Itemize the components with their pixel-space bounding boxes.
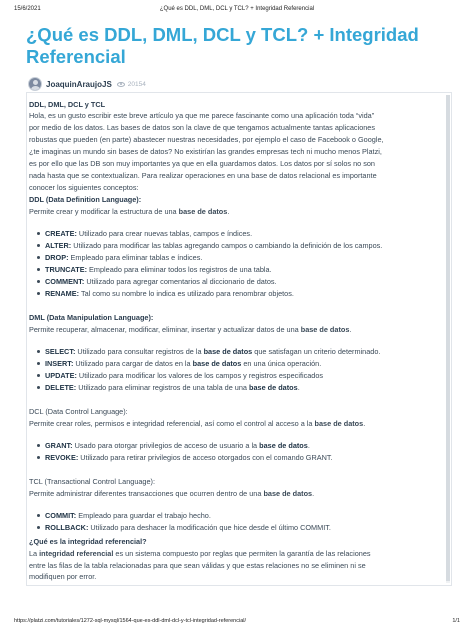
intro-line: robustas que pueden (en parte) abastecer nuestras necesidades, por ejemplo el caso de Facebook o Google, xyxy=(29,135,384,144)
list-item: CREATE: Utilizado para crear nuevas tablas, campos e índices. xyxy=(37,228,252,239)
print-title: ¿Qué es DDL, DML, DCL y TCL? + Integridad Referencial xyxy=(159,6,315,12)
section-heading: DDL, DML, DCL y TCL xyxy=(29,100,106,109)
bullet xyxy=(37,268,40,271)
bullet xyxy=(37,350,40,353)
page-title: ¿Qué es DDL, DML, DCL y TCL? + Integridad Referencial xyxy=(26,24,419,67)
author-name[interactable]: JoaquinAraujoJS xyxy=(46,79,112,89)
bullet xyxy=(37,386,40,389)
dcl-heading: DCL (Data Control Language): xyxy=(29,407,128,416)
intro-line: Hola, es un gusto escribir este breve artículo ya que me parece fascinante como una aplicación toda “vida” xyxy=(29,111,375,120)
list-item: COMMENT: Utilizado para agregar comentarios al diccionario de datos. xyxy=(37,276,277,287)
intro-line: es por ello que las DB son muy importantes ya que en ella guardamos datos. Los datos por sí solos no son xyxy=(29,159,375,168)
scrollbar[interactable] xyxy=(446,95,450,583)
scrollbar-thumb[interactable] xyxy=(446,95,450,581)
list-item: ROLLBACK: Utilizado para deshacer la modificación que hice desde el último COMMIT. xyxy=(37,522,331,533)
bullet xyxy=(37,232,40,235)
list-item: ALTER: Utilizado para modificar las tablas agregando campos o cambiando la definición de los campos. xyxy=(37,240,382,251)
intro-line: nada hasta que se contextualizan. Para realizar operaciones en una base de datos relacional es importante xyxy=(29,171,377,180)
list-item: INSERT: Utilizado para cargar de datos en la base de datos en una única operación. xyxy=(37,358,321,369)
print-url: https://platzi.com/tutoriales/1272-sql-mysql/1564-que-es-ddl-dml-dcl-y-tcl-integridad-referencial/ xyxy=(14,618,247,624)
list-item: TRUNCATE: Empleado para eliminar todos los registros de una tabla. xyxy=(37,264,272,275)
ddl-heading: DDL (Data Definition Language): xyxy=(29,195,142,204)
bullet xyxy=(37,256,40,259)
print-header xyxy=(0,6,474,18)
bullet xyxy=(37,362,40,365)
intro-line: ¿te imaginas un mundo sin bases de datos? No existirían las grandes empresas tech ni mucho menos Platzi, xyxy=(29,147,382,156)
list-item: REVOKE: Utilizado para retirar privilegios de acceso otorgados con el comando GRANT. xyxy=(37,452,333,463)
ri-heading: ¿Qué es la integridad referencial? xyxy=(29,537,147,546)
list-item: COMMIT: Empleado para guardar el trabajo hecho. xyxy=(37,510,211,521)
print-date: 15/6/2021 xyxy=(14,6,41,12)
avatar[interactable] xyxy=(28,77,42,91)
intro-line: por medio de los datos. Las bases de datos son la clave de que tengamos actualmente tantas aplicaciones xyxy=(29,123,376,132)
eye-icon xyxy=(117,82,125,87)
bullet xyxy=(37,280,40,283)
bullet xyxy=(37,244,40,247)
dml-description: Permite recuperar, almacenar, modificar, eliminar, insertar y actualizar datos de una base de datos. xyxy=(29,325,352,334)
bullet xyxy=(37,456,40,459)
author-row xyxy=(28,76,146,92)
tcl-description: Permite administrar diferentes transacciones que ocurren dentro de una base de datos. xyxy=(29,489,315,498)
list-item: GRANT: Usado para otorgar privilegios de acceso de usuario a la base de datos. xyxy=(37,440,310,451)
list-item: RENAME: Tal como su nombre lo indica es utilizado para renombrar objetos. xyxy=(37,288,294,299)
list-item: DROP: Empleado para eliminar tablas e índices. xyxy=(37,252,202,263)
list-item: SELECT: Utilizado para consultar registros de la base de datos que satisfagan un criterio determinado. xyxy=(37,346,380,357)
list-item: UPDATE: Utilizado para modificar los valores de los campos y registros especificados xyxy=(37,370,323,381)
bullet xyxy=(37,526,40,529)
view-count: 20154 xyxy=(127,80,146,88)
bullet xyxy=(37,444,40,447)
ri-line: La integridad referencial es un sistema compuesto por reglas que permiten la garantía de las relaciones xyxy=(29,549,371,558)
page-number: 1/1 xyxy=(452,618,460,624)
dcl-description: Permite crear roles, permisos e integridad referencial, así como el control al acceso a la base de datos. xyxy=(29,419,366,428)
list-item: DELETE: Utilizado para eliminar registros de una tabla de una base de datos. xyxy=(37,382,300,393)
ri-line: modifiquen por error. xyxy=(29,572,97,581)
bullet xyxy=(37,292,40,295)
bullet xyxy=(37,374,40,377)
ddl-description: Permite crear y modificar la estructura de una base de datos. xyxy=(29,207,230,216)
bullet xyxy=(37,514,40,517)
ri-line: entre las filas de la tabla relacionadas para que sean válidas y que estas relaciones no se eliminen ni se xyxy=(29,561,366,570)
tcl-heading: TCL (Transactional Control Language): xyxy=(29,477,156,486)
dml-heading: DML (Data Manipulation Language): xyxy=(29,313,154,322)
intro-line: conocer los siguientes conceptos: xyxy=(29,183,139,192)
